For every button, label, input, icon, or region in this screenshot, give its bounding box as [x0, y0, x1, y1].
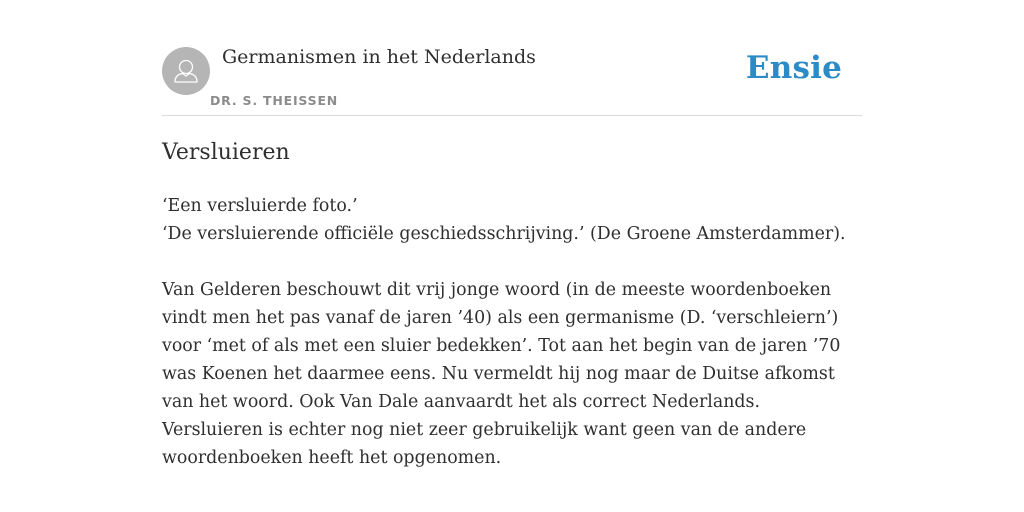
entry-paragraph: Van Gelderen beschouwt dit vrij jonge woord (in de meeste woordenboeken vindt men het pas vanaf de jaren ’40) als een germanisme (D. ‘verschleiern’) voor ‘met of als met een sluier bedekken’. Tot aan het begin van de jaren ’70 was Koenen het daarmee eens. Nu vermeldt hij nog maar de Duitse afkomst van het woord. Ook Van Dale aanvaardt het als correct Nederlands. Versluieren is echter nog niet zeer gebruikelijk want geen van de andere woordenboeken heeft het opgenomen. [162, 280, 841, 468]
article-header [162, 0, 862, 116]
entry-title: Versluieren [162, 140, 290, 165]
book-title[interactable]: Germanismen in het Nederlands [222, 46, 536, 68]
paragraph-gap [162, 248, 862, 276]
user-icon [162, 47, 210, 95]
ensie-logo[interactable]: Ensie [745, 50, 842, 86]
author-name[interactable]: DR. S. THEISSEN [210, 93, 339, 108]
article-card [162, 0, 862, 512]
example-sentence: ‘De versluierende officiële geschiedsschrijving.’ (De Groene Amsterdammer). [162, 224, 846, 244]
author-avatar[interactable] [162, 47, 210, 95]
example-sentence: ‘Een versluierde foto.’ [162, 196, 358, 216]
entry-body [162, 192, 862, 472]
